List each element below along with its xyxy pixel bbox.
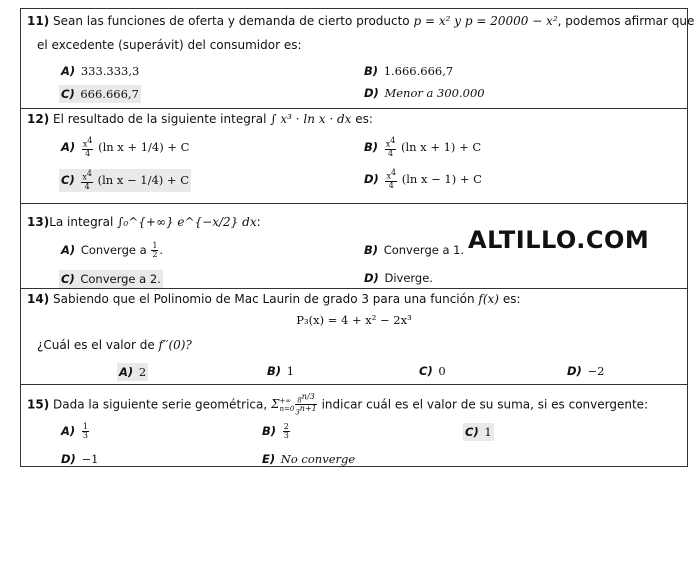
question-number: 14) bbox=[27, 292, 50, 306]
option-b[interactable]: B) $\frac{2}{3}$ bbox=[262, 422, 289, 440]
question-14: 14) Sabiendo que el Polinomio de Mac Laurin de grado 3 para una función f(x) es: P₃(x) = 4 + x² − 2x³ ¿Cuál es el valor de f′′(0)? A) 2 B) 1 C) 0 D) −2 bbox=[21, 288, 687, 384]
question-11: 11) Sean las funciones de oferta y demanda de cierto producto p = x² y p = 20000 − x², podemos afirmar que el excedente (superávit) del consumidor es: A) 333.333,3 B) 1.666.666,7 C) 666.666,7 D) Menor a 300.000 bbox=[27, 14, 695, 101]
option-d[interactable]: D) −2 bbox=[567, 364, 605, 378]
question-number: 15) bbox=[27, 397, 50, 412]
question-11-stem: 11) Sean las funciones de oferta y demanda de cierto producto p = x² y p = 20000 − x², podemos afirmar que bbox=[27, 14, 695, 28]
option-c[interactable]: C) Converge a 2. bbox=[61, 272, 161, 286]
formula: ∫₀^{+∞} e^{−x/2} dx bbox=[117, 215, 257, 229]
option-a[interactable]: A) 333.333,3 bbox=[61, 64, 140, 78]
option-b[interactable]: B) Converge a 1. bbox=[364, 243, 465, 257]
question-15: 15) Dada la siguiente serie geométrica, Σ+∞ n=0 $\frac{8^{n/3}}{3^{n+1}}$ indicar cuál es el valor de su suma, si es convergente: A) $\frac{1}{3}$ B) $\frac{2}{3}$ C) 1 D) −1 E) No converge bbox=[21, 384, 687, 468]
formula: ∫ x³ · ln x · dx bbox=[270, 112, 352, 126]
option-e[interactable]: E) No converge bbox=[262, 452, 356, 466]
maclaurin-formula: P₃(x) = 4 + x² − 2x³ bbox=[296, 313, 412, 327]
option-d[interactable]: D) −1 bbox=[61, 452, 99, 466]
option-a[interactable]: A) $\frac{1}{3}$ bbox=[61, 422, 88, 440]
formula: p = x² y p = 20000 − x² bbox=[413, 14, 558, 28]
option-b[interactable]: B) $\frac{x^4}{4}$ (ln x + 1) + C bbox=[364, 136, 482, 158]
series-formula: Σ+∞ n=0 $\frac{8^{n/3}}{3^{n+1}}$ bbox=[271, 392, 317, 417]
option-b[interactable]: B) 1.666.666,7 bbox=[364, 64, 454, 78]
option-d[interactable]: D) Menor a 300.000 bbox=[364, 86, 485, 100]
option-a[interactable]: A) Converge a $\frac{1}{2}$ . bbox=[61, 241, 164, 259]
option-c[interactable]: C) 666.666,7 bbox=[61, 87, 139, 101]
question-12: 12) El resultado de la siguiente integral ∫ x³ · ln x · dx es: A) $\frac{x^4}{4}$ (ln x + 1/4) + C B) $\frac{x^4}{4}$ (ln x + 1) + C C) $\frac{x^4}{4}$ (ln x − 1/4) + C D) $\frac{x^4}{4}$ (ln x − 1) + C bbox=[21, 108, 687, 203]
option-c[interactable]: C) 0 bbox=[419, 364, 446, 378]
option-a[interactable]: A) $\frac{x^4}{4}$ (ln x + 1/4) + C bbox=[61, 136, 190, 158]
option-c[interactable]: C) $\frac{x^4}{4}$ (ln x − 1/4) + C bbox=[61, 169, 190, 191]
option-d[interactable]: D) Diverge. bbox=[364, 271, 433, 285]
option-b[interactable]: B) 1 bbox=[267, 364, 295, 378]
question-number: 12) bbox=[27, 112, 50, 126]
option-d[interactable]: D) $\frac{x^4}{4}$ (ln x − 1) + C bbox=[364, 168, 482, 190]
question-13: 13)La integral ∫₀^{+∞} e^{−x/2} dx: A) Converge a $\frac{1}{2}$ . B) Converge a 1. C) Converge a 2. D) Diverge. bbox=[21, 203, 687, 288]
option-a[interactable]: A) 2 bbox=[119, 365, 147, 379]
option-c[interactable]: C) 1 bbox=[465, 425, 492, 439]
watermark-logo: ALTILLO.COM bbox=[468, 226, 650, 254]
question-number: 11) bbox=[27, 14, 50, 28]
question-number: 13) bbox=[27, 215, 50, 229]
